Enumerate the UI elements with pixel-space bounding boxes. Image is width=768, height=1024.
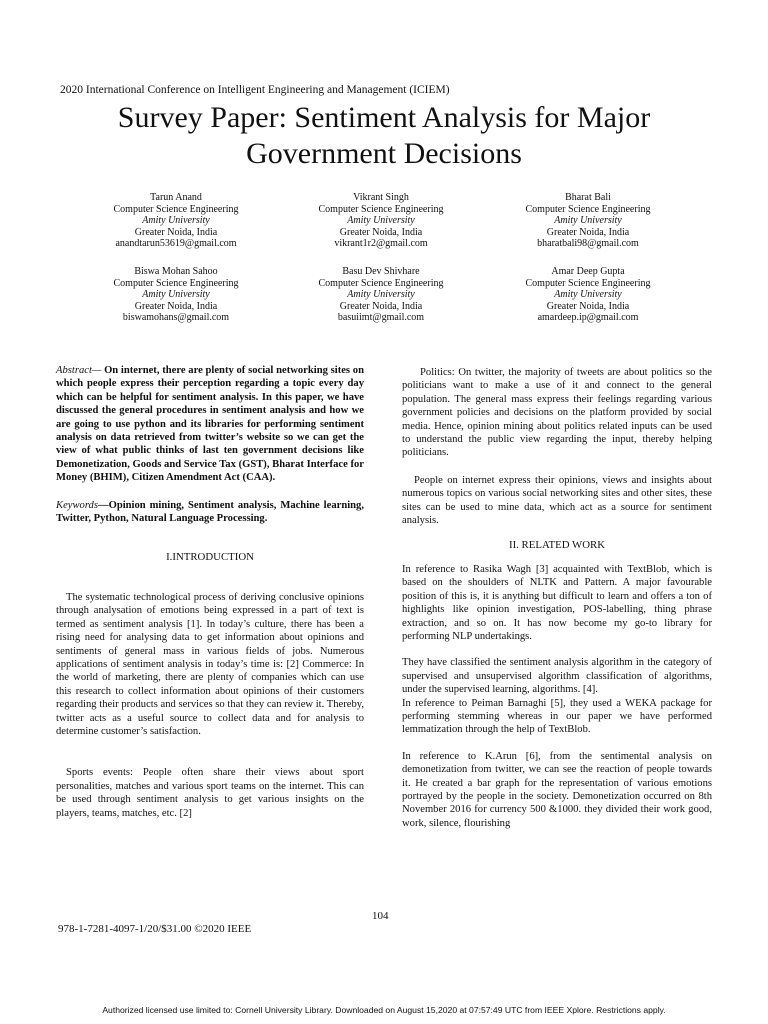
right-column (402, 366, 712, 830)
license-notice: Authorized licensed use limited to: Cornell University Library. Downloaded on August 15,2020 at 07:57:49 UTC from IEEE Xplore. Restrictions apply. (102, 1005, 666, 1015)
author-university: Amity University (554, 215, 622, 227)
section-heading-related-work: II. RELATED WORK (508, 539, 606, 552)
section-heading-introduction: I.INTRODUCTION (166, 551, 254, 564)
author-dept: Computer Science Engineering (318, 203, 444, 215)
author-university: Amity University (347, 215, 415, 227)
author-block (76, 266, 276, 324)
author-university: Amity University (554, 289, 622, 301)
abstract-text: On internet, there are plenty of social networking sites on which people express their perception regarding a topic every day which can be helpful for sentiment analysis. In this paper, we have discussed the general procedures in sentiment analysis and how we are going to use python and its libraries for performing sentiment analysis on data retrieved from twitter’s website so we can get the view of what public thinks of last ten government decisions like Demonetization, Goods and Service Tax (GST), Bharat Interface for Money (BHIM), Citizen Amendment Act (CAA). (56, 365, 364, 484)
author-dept: Computer Science Engineering (113, 277, 239, 289)
author-email[interactable]: amardeep.ip@gmail.com (537, 312, 639, 324)
author-university: Amity University (142, 289, 210, 301)
keywords-label: Keywords (56, 499, 98, 511)
author-city: Greater Noida, India (546, 226, 630, 238)
related-paragraph: In reference to Rasika Wagh [3] acquainted with TextBlob, which is based on the shoulders of NLTK and Pattern. A major favourable position of this is, it is anything but difficult to learn and offers a ton of highlights like opinion investigation, POS-labelling, thing phrase extraction, and so on. It has now become my go-to library for performing NLP undertakings. (402, 563, 712, 642)
author-city: Greater Noida, India (546, 300, 630, 312)
author-block (76, 192, 276, 250)
author-name: Amar Deep Gupta (551, 266, 625, 277)
author-email[interactable]: anandtarun53619@gmail.com (115, 238, 237, 250)
author-name: Basu Dev Shivhare (342, 266, 420, 277)
keywords (56, 499, 364, 526)
author-name: Tarun Anand (150, 192, 202, 203)
related-paragraph: In reference to Peiman Barnaghi [5], they used a WEKA package for performing stemming whereas in our paper we have performed lemmatization through the help of TextBlob. (402, 697, 712, 736)
author-name: Biswa Mohan Sahoo (134, 266, 218, 277)
conference-name: 2020 International Conference on Intelligent Engineering and Management (ICIEM) (60, 84, 450, 96)
author-name: Vikrant Singh (353, 192, 409, 203)
author-city: Greater Noida, India (339, 226, 423, 238)
page-number: 104 (372, 910, 389, 922)
author-university: Amity University (142, 215, 210, 227)
author-dept: Computer Science Engineering (525, 203, 651, 215)
author-email[interactable]: bharatbali98@gmail.com (537, 238, 639, 250)
author-email[interactable]: basuiimt@gmail.com (337, 312, 425, 324)
title-line-1: Survey Paper: Sentiment Analysis for Major (117, 101, 651, 134)
author-city: Greater Noida, India (134, 300, 218, 312)
author-block (281, 266, 481, 324)
politics-paragraph: Politics: On twitter, the majority of tweets are about politics so the politicians want to make a use of it and connect to the general population. The general mass express their feelings regarding various government policies and decisions on the platform provided by social media. Hence, opinion mining about politics related inputs can be used to understand the public view regarding the input, thereby helping politicians. (402, 367, 712, 459)
author-dept: Computer Science Engineering (113, 203, 239, 215)
people-paragraph: People on internet express their opinions, views and insights about numerous topics on various social networking sites and other sites, these sites can be used to mine data, which act as a source for sentiment analysis. (402, 474, 712, 527)
author-email[interactable]: biswamohans@gmail.com (122, 312, 230, 324)
keywords-text: —Opinion mining, Sentiment analysis, Machine learning, Twitter, Python, Natural Language Processing. (56, 499, 364, 525)
sports-paragraph: Sports events: People often share their views about sport personalities, matches and various sport teams on the internet. This can be used through sentiment analysis to get various insights on the players, teams, matches, etc. [2] (56, 767, 364, 819)
abstract-label: Abstract— (56, 365, 102, 376)
author-email[interactable]: vikrant1r2@gmail.com (334, 238, 428, 250)
author-city: Greater Noida, India (134, 226, 218, 238)
author-block (488, 192, 688, 250)
related-paragraph: They have classified the sentiment analysis algorithm in the category of supervised and unsupervised algorithm classification of algorithms, under the supervised learning, algorithms. [4]. (402, 657, 712, 696)
intro-paragraph: The systematic technological process of deriving conclusive opinions through analysation of emotions being expressed in a part of text is termed as sentiment analysis [1]. In today’s culture, there has been a rising need for analysing data to get information about opinions and sentiments of general mass in various fields of jobs. Numerous applications of sentiment analysis in today’s time is: [2] Commerce: In the world of marketing, there are plenty of companies which can use this research to collect information about opinions of their customers regarding their products and services so that they can review it. Thereby, twitter acts as a useful source to collect data and for analysis to determine customer’s satisfaction. (56, 591, 364, 737)
author-block (488, 266, 688, 324)
abstract (56, 364, 364, 485)
paper-title (0, 100, 768, 172)
author-block (281, 192, 481, 250)
author-city: Greater Noida, India (339, 300, 423, 312)
author-dept: Computer Science Engineering (525, 277, 651, 289)
title-line-2: Government Decisions (246, 137, 522, 170)
author-university: Amity University (347, 289, 415, 301)
related-paragraph: In reference to K.Arun [6], from the sentimental analysis on demonetization from twitter, we can see the reaction of people towards it. He created a bar graph for the representation of various emotions portrayed by the people in the society. Demonetization occurred on 8th November 2016 for currency 500 &1000. they divided their work good, work, silence, flourishing (402, 750, 712, 829)
left-column (56, 364, 364, 820)
isbn-copyright: 978-1-7281-4097-1/20/$31.00 ©2020 IEEE (58, 923, 252, 935)
author-name: Bharat Bali (565, 192, 611, 203)
author-dept: Computer Science Engineering (318, 277, 444, 289)
